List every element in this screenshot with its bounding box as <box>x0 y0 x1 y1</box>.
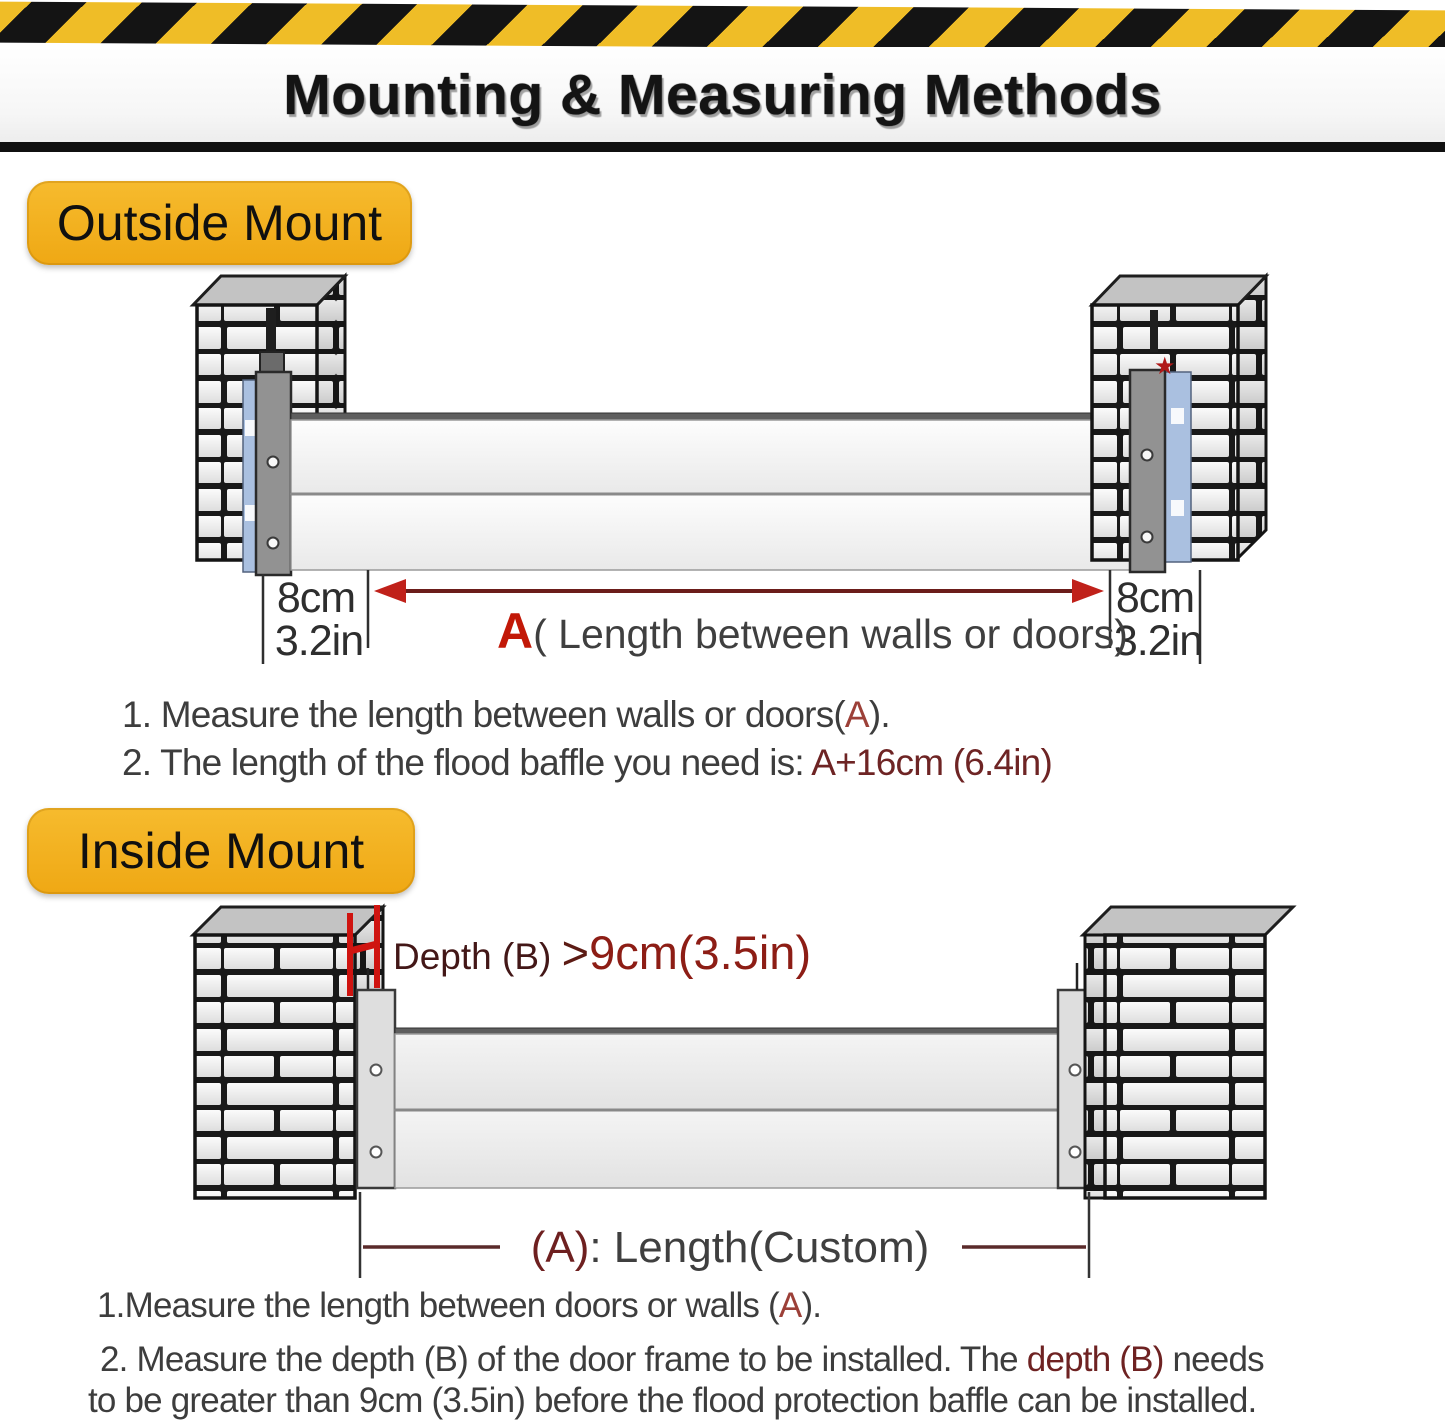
arrowhead-right <box>1072 579 1104 603</box>
left-mounting-channel <box>357 990 395 1188</box>
header-banner <box>0 0 1445 154</box>
arrowhead-left <box>374 579 406 603</box>
screw-slot <box>266 308 276 354</box>
screw-hole <box>1142 532 1153 543</box>
outside-mount-label-text: Outside Mount <box>56 195 383 251</box>
left-offset-in: 3.2in <box>274 617 364 665</box>
banner-divider-bar <box>0 142 1445 152</box>
length-arrow <box>374 579 1104 603</box>
seal-strip <box>1165 372 1191 562</box>
page-title: Mounting & Measuring Methods <box>283 62 1162 127</box>
screw-hole <box>268 457 279 468</box>
flood-barrier <box>291 413 1131 570</box>
inside-step-2: 2. Measure the depth (B) of the door frame to be installed. The depth (B) needs <box>100 1340 1264 1379</box>
inside-mount-diagram <box>0 895 1445 1295</box>
left-mounting-channel <box>243 352 291 575</box>
inside-step-1: 1.Measure the length between doors or walls (A). <box>97 1286 822 1325</box>
screw-hole <box>1070 1065 1081 1076</box>
title-band <box>0 47 1445 142</box>
right-offset-cm: 8cm <box>1115 574 1195 622</box>
right-offset-in: 3.2in <box>1113 617 1203 665</box>
depth-requirement-label: Depth (B) >9cm(3.5in) <box>393 926 812 979</box>
screw-hole <box>1070 1147 1081 1158</box>
inside-mount-label-text: Inside Mount <box>77 823 365 879</box>
outside-mount-label <box>27 181 412 265</box>
left-offset-cm: 8cm <box>276 574 356 622</box>
length-a-label: A( Length between walls or doors) <box>497 603 1128 659</box>
screw-hole <box>1142 450 1153 461</box>
outside-step-2: 2. The length of the flood baffle you need is: A+16cm (6.4in) <box>122 742 1052 783</box>
outside-step-1: 1. Measure the length between walls or doors(A). <box>122 694 890 735</box>
flood-barrier <box>395 1028 1060 1188</box>
right-mounting-channel <box>1130 353 1191 572</box>
screw-hole <box>371 1147 382 1158</box>
right-brick-pillar <box>1083 907 1293 1198</box>
star-marker-icon: ★ <box>1154 353 1176 380</box>
screw-hole <box>268 538 279 549</box>
outside-mount-diagram <box>0 260 1445 670</box>
inside-step-3: to be greater than 9cm (3.5in) before the flood protection baffle can be installed. <box>88 1381 1257 1420</box>
inside-mount-label <box>27 808 415 894</box>
screw-hole <box>371 1065 382 1076</box>
hazard-stripe-band <box>0 1 1445 51</box>
length-custom-label: (A): Length(Custom) <box>530 1223 930 1272</box>
screw-slot <box>1150 310 1158 352</box>
